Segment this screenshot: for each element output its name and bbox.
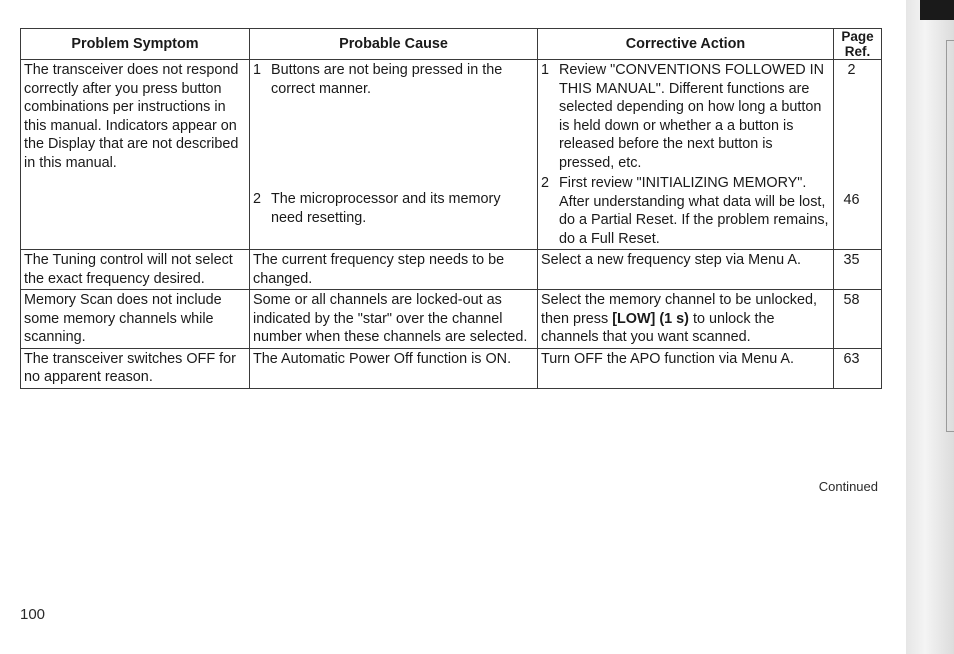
table-row [21,250,882,290]
continued-label: Continued [818,479,878,494]
action-cell [538,60,834,250]
page-ref-cell: 58 [834,290,882,349]
cause-cell: Some or all channels are locked-out as indicated by the "star" over the channel number when these channels are selected. [250,290,538,349]
action-item [541,61,830,172]
cause-cell: The current frequency step needs to be changed. [250,250,538,290]
action-item-number: 2 [541,175,550,191]
page-ref-value: 2 [847,62,856,78]
page-ref-cell [834,60,882,250]
header-page-ref-line2: Ref. [844,44,871,59]
action-cell: Select a new frequency step via Menu A. [538,250,834,290]
header-problem-symptom: Problem Symptom [21,29,250,60]
action-item-number: 1 [541,62,550,78]
cause-cell [250,60,538,250]
header-page-ref [834,29,882,60]
page-ref-value: 46 [843,191,860,208]
header-probable-cause: Probable Cause [250,29,538,60]
page-edge-shadow [920,0,954,20]
cause-item [253,61,534,98]
cause-item-text: Buttons are not being pressed in the correct manner. [271,62,503,97]
symptom-cell: The Tuning control will not select the exact frequency desired. [21,250,250,290]
action-text-after: to unlock the channels that you want scanned. [541,310,775,345]
low-key-label: [LOW] (1 s) [612,310,689,327]
cause-item-number: 1 [253,62,262,78]
table-header-row [21,29,882,60]
header-corrective-action: Corrective Action [538,29,834,60]
troubleshooting-table [20,28,882,389]
table-row [21,348,882,388]
action-item-text: First review "INITIALIZING MEMORY". After understanding what data will be lost, do a Partial Reset. If the problem remains, do a Full Reset. [559,175,829,247]
facing-page-table-edge [946,40,954,432]
action-item [541,174,830,248]
action-cell: Turn OFF the APO function via Menu A. [538,348,834,388]
table-row [21,290,882,349]
page-ref-cell: 35 [834,250,882,290]
page-ref-cell: 63 [834,348,882,388]
table-row [21,60,882,250]
action-cell [538,290,834,349]
cause-item-number: 2 [253,191,262,207]
cause-item-text: The microprocessor and its memory need resetting. [271,191,501,226]
symptom-cell: The transceiver switches OFF for no apparent reason. [21,348,250,388]
symptom-cell: The transceiver does not respond correctly after you press button combinations per instructions in this manual. Indicators appear on the Display that are not described in this manual. [21,60,250,250]
symptom-cell: Memory Scan does not include some memory channels while scanning. [21,290,250,349]
cause-cell: The Automatic Power Off function is ON. [250,348,538,388]
action-item-text: Review "CONVENTIONS FOLLOWED IN THIS MANUAL". Different functions are selected depending on how long a button is held down or whether a a button is released before the next button is pressed, etc. [559,62,824,171]
page-number: 100 [20,606,46,623]
cause-item [253,190,534,227]
header-page-ref-line1: Page [841,29,874,44]
action-text-before: Select the memory channel to be unlocked, then press [541,292,817,327]
